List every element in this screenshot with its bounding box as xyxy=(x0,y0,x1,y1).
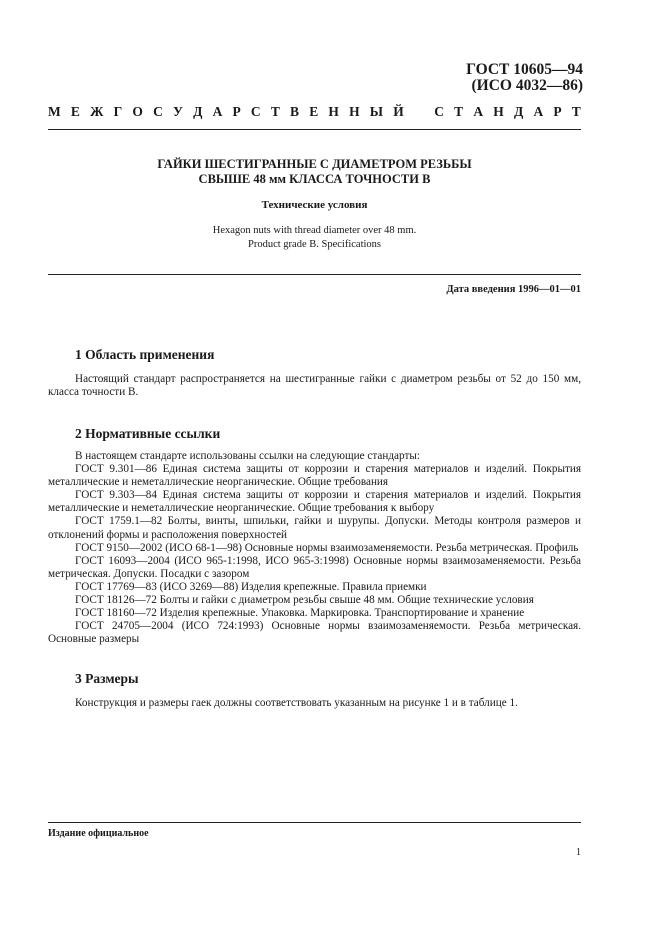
banner-letter: С xyxy=(434,104,444,119)
section-2-heading: 2 Нормативные ссылки xyxy=(75,426,221,441)
banner-letter: А xyxy=(533,104,544,119)
document-subtitle: Технические условия xyxy=(261,199,368,211)
banner-letter: Й xyxy=(393,104,404,119)
scope-paragraph: Настоящий стандарт распространяется на шестигранные гайки с диаметром резьбы от 52 до 150 мм, класса точности В. xyxy=(48,373,581,399)
banner-letter: С xyxy=(250,104,261,119)
title-line-2: СВЫШЕ 48 мм КЛАССА ТОЧНОСТИ В xyxy=(198,171,431,186)
english-title xyxy=(48,224,581,251)
reference-item: ГОСТ 18160—72 Изделия крепежные. Упаковка. Маркировка. Транспортирование и хранение xyxy=(75,607,525,620)
reference-item: ГОСТ 9.301—86 Единая система защиты от коррозии и старения материалов и изделий. Покрытия металлические и неметаллические неорганические. Общие требования xyxy=(48,463,581,489)
reference-item: ГОСТ 16093—2004 (ИСО 965-1:1998, ИСО 965-3:1998) Основные нормы взаимозаменяемости. Резьба метрическая. Допуски. Посадки с зазором xyxy=(48,554,581,580)
page-number: 1 xyxy=(576,847,581,858)
dimensions-paragraph: Конструкция и размеры гаек должны соответствовать указанным на рисунке 1 и в таблице 1. xyxy=(75,697,518,709)
iso-number: (ИСО 4032—86) xyxy=(471,77,583,94)
reference-item: ГОСТ 24705—2004 (ИСО 724:1993) Основные нормы взаимозаменяемости. Резьба метрическая. Основные размеры xyxy=(48,620,581,646)
banner-letter: Т xyxy=(571,104,581,119)
banner-letter: Ж xyxy=(90,104,104,119)
banner-letter: Н xyxy=(328,104,339,119)
banner-letter: А xyxy=(212,104,223,119)
section-3-body xyxy=(48,697,581,710)
footer-rule xyxy=(48,822,581,823)
section-1-heading: 1 Область применения xyxy=(75,347,215,362)
banner-letter: В xyxy=(290,104,300,119)
reference-item: ГОСТ 9150—2002 (ИСО 68-1—98) Основные нормы взаимозаменяемости. Резьба метрическая. Профиль xyxy=(75,541,579,554)
section-1-body xyxy=(48,373,581,399)
banner-letter: М xyxy=(48,104,61,119)
banner-letter: Д xyxy=(513,104,524,119)
reference-item: В настоящем стандарте использованы ссылки на следующие стандарты: xyxy=(75,450,420,462)
section-2-body xyxy=(48,450,581,646)
banner-letter: С xyxy=(153,104,163,119)
banner-letter: Г xyxy=(113,104,123,119)
banner-letter: Д xyxy=(193,104,203,119)
reference-item: ГОСТ 18126—72 Болты и гайки с диаметром резьбы свыше 48 мм. Общие технические условия xyxy=(75,594,534,607)
english-title-line-1: Hexagon nuts with thread diameter over 48 mm. xyxy=(212,225,417,236)
banner-letter: Р xyxy=(553,104,562,119)
interstate-standard-banner xyxy=(48,104,581,120)
reference-item: ГОСТ 9.303—84 Единая система защиты от коррозии и старения материалов и изделий. Покрытия металлические и неметаллические неорганические. Общие требования к выбору xyxy=(48,489,581,515)
banner-letter: Е xyxy=(70,104,80,119)
title-rule xyxy=(48,274,581,275)
banner-letter: Т xyxy=(270,104,280,119)
english-title-line-2: Product grade B. Specifications xyxy=(248,238,381,250)
standard-number: ГОСТ 10605—94 xyxy=(466,61,583,78)
banner-letter: А xyxy=(473,104,484,119)
banner-letter: У xyxy=(173,104,183,119)
official-edition-label: Издание официальное xyxy=(48,828,149,839)
banner-letter: Ы xyxy=(369,104,384,119)
document-title xyxy=(48,157,581,186)
banner-letter: Е xyxy=(309,104,319,119)
reference-item: ГОСТ 17769—83 (ИСО 3269—88) Изделия крепежные. Правила приемки xyxy=(75,580,427,593)
introduction-date: Дата введения 1996—01—01 xyxy=(446,284,581,295)
banner-letter: Н xyxy=(493,104,504,119)
header-rule xyxy=(48,129,581,130)
banner-letter: Р xyxy=(232,104,241,119)
banner-letter: Т xyxy=(454,104,464,119)
banner-letter: О xyxy=(132,104,143,119)
banner-letter: Н xyxy=(349,104,360,119)
reference-item: ГОСТ 1759.1—82 Болты, винты, шпильки, гайки и шурупы. Допуски. Методы контроля размеров и отклонений формы и расположения поверхностей xyxy=(48,515,581,541)
section-3-heading: 3 Размеры xyxy=(75,671,139,686)
title-line-1: ГАЙКИ ШЕСТИГРАННЫЕ С ДИАМЕТРОМ РЕЗЬБЫ xyxy=(157,157,472,171)
